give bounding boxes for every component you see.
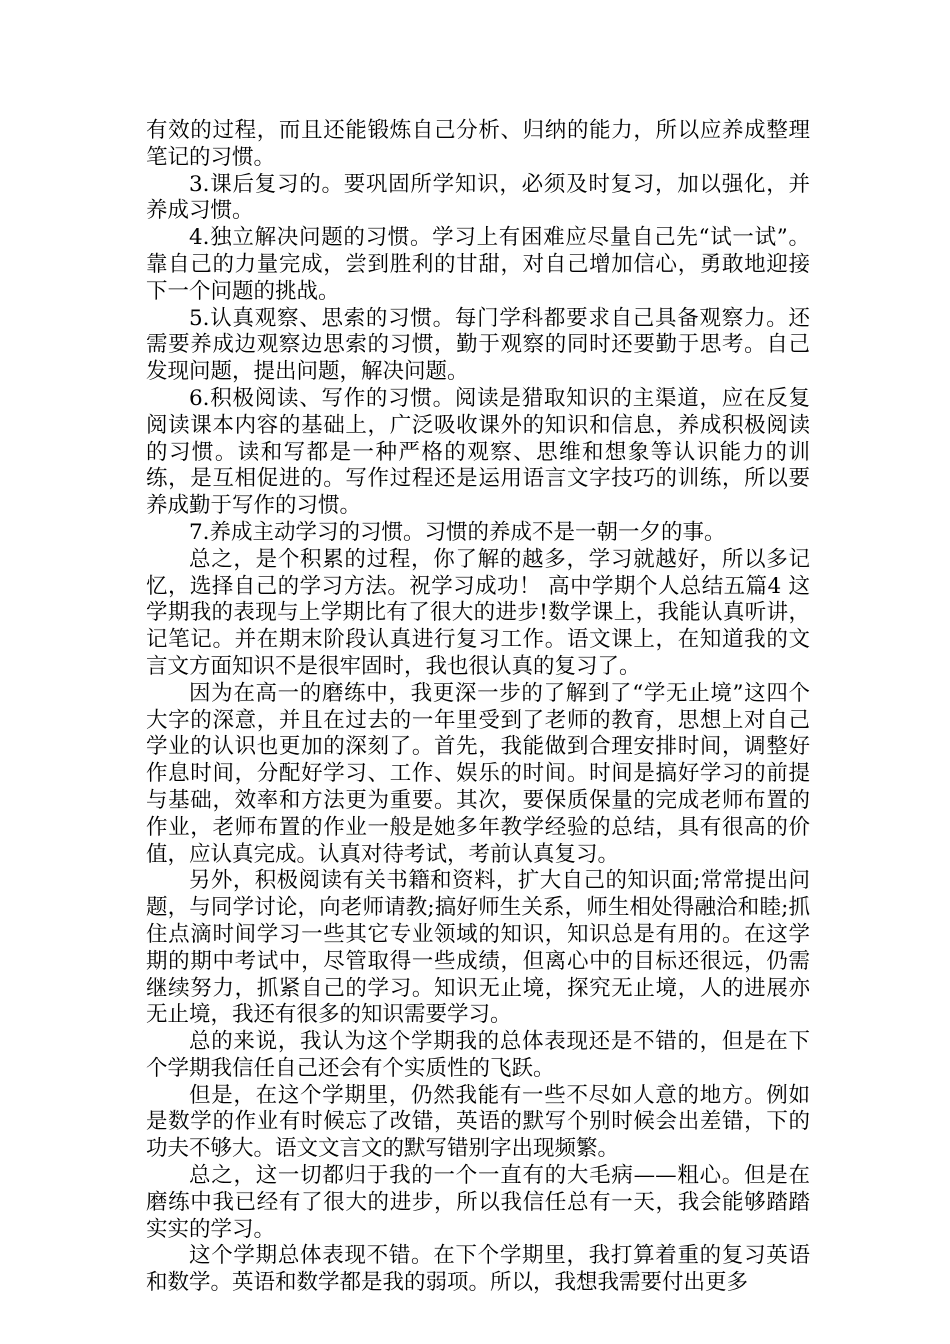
paragraph: 总的来说，我认为这个学期我的总体表现还是不错的，但是在下个学期我信任自己还会有个实质性的飞跃。 (146, 1029, 810, 1081)
paragraph: 6.积极阅读、写作的习惯。阅读是猎取知识的主渠道，应在反复阅读课本内容的基础上，广泛吸收课外的知识和信息，养成积极阅读的习惯。读和写都是一种严格的观察、思维和想象等认识能力的训练，是互相促进的。写作过程还是运用语言文字技巧的训练，所以要养成勤于写作的习惯。 (146, 385, 810, 519)
paragraph: 3.课后复习的。要巩固所学知识，必须及时复习，加以强化，并养成习惯。 (146, 171, 810, 224)
paragraph: 但是，在这个学期里，仍然我能有一些不尽如人意的地方。例如是数学的作业有时候忘了改错，英语的默写个别时候会出差错，下的功夫不够大。语文文言文的默写错别字出现频繁。 (146, 1082, 810, 1162)
paragraph: 7.养成主动学习的习惯。习惯的养成不是一朝一夕的事。 (189, 519, 726, 545)
paragraph: 有效的过程，而且还能锻炼自己分析、归纳的能力，所以应养成整理笔记的习惯。 (146, 118, 810, 170)
document-body (146, 118, 810, 1297)
paragraph: 这个学期总体表现不错。在下个学期里，我打算着重的复习英语和数学。英语和数学都是我的弱项。所以，我想我需要付出更多 (146, 1243, 810, 1296)
paragraph: 另外，积极阅读有关书籍和资料，扩大自己的知识面;常常提出问题，与同学讨论，向老师请教;搞好师生关系，师生相处得融洽和睦;抓住点滴时间学习一些其它专业领域的知识，知识总是有用的。在这学期的期中考试中，尽管取得一些成绩，但离心中的目标还很远，仍需继续努力，抓紧自己的学习。知识无止境，探究无止境，人的进展亦无止境，我还有很多的知识需要学习。 (146, 868, 810, 1028)
paragraph: 4.独立解决问题的习惯。学习上有困难应尽量自己先“试一试”。靠自己的力量完成，尝到胜利的甘甜，对自己增加信心，勇敢地迎接下一个问题的挑战。 (146, 225, 810, 304)
paragraph: 5.认真观察、思索的习惯。每门学科都要求自己具备观察力。还需要养成边观察边思索的习惯，勤于观察的同时还要勤于思考。自己发现问题，提出问题，解决问题。 (146, 305, 810, 385)
paragraph: 总之，这一切都归于我的一个一直有的大毛病——粗心。但是在磨练中我已经有了很大的进步，所以我信任总有一天，我会能够踏踏实实的学习。 (146, 1163, 810, 1242)
paragraph: 总之，是个积累的过程，你了解的越多，学习就越好，所以多记忆，选择自己的学习方法。祝学习成功！ 高中学期个人总结五篇4 这学期我的表现与上学期比有了很大的进步!数学课上，我能认真听讲，记笔记。并在期末阶段认真进行复习工作。语文课上，在知道我的文言文方面知识不是很牢固时，我也很认真的复习了。 (146, 546, 810, 679)
paragraph: 因为在高一的磨练中，我更深一步的了解到了“学无止境”这四个大字的深意，并且在过去的一年里受到了老师的教育，思想上对自己学业的认识也更加的深刻了。首先，我能做到合理安排时间，调整好作息时间，分配好学习、工作、娱乐的时间。时间是搞好学习的前提与基础，效率和方法更为重要。其次，要保质保量的完成老师布置的作业，老师布置的作业一般是她多年教学经验的总结，具有很高的价值，应认真完成。认真对待考试，考前认真复习。 (146, 680, 810, 867)
